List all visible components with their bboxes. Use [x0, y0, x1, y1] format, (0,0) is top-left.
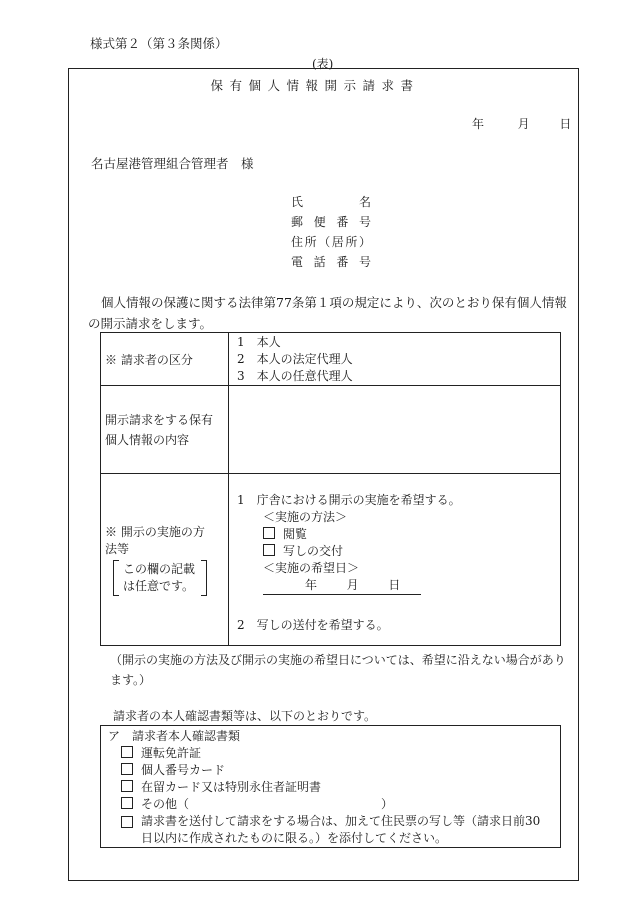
date-heading: ＜実施の希望日＞: [263, 561, 360, 575]
content-input[interactable]: [229, 386, 561, 474]
desired-year: 年: [305, 578, 318, 592]
content-label: 開示請求をする保有個人情報の内容: [101, 386, 229, 474]
checkbox-other[interactable]: [121, 797, 133, 809]
checkbox-view[interactable]: [263, 527, 275, 539]
desired-month: 月: [346, 578, 359, 592]
id-heading: ア 請求者本人確認書類: [108, 729, 241, 743]
request-table: [100, 332, 561, 646]
desired-day: 日: [388, 578, 401, 592]
applicant-postal-label: 郵便番号: [291, 215, 371, 229]
method-options: [229, 474, 561, 646]
form-title: 保有個人情報開示請求書: [210, 78, 420, 93]
date-line: [472, 115, 571, 132]
method-option-1[interactable]: 1 庁舎における開示の実施を希望する。: [237, 493, 461, 507]
category-option[interactable]: 2 本人の法定代理人: [237, 352, 353, 366]
checkbox-mynumber[interactable]: [121, 763, 133, 775]
intro-paragraph: 個人情報の保護に関する法律第77条第１項の規定により、次のとおり保有個人情報の開示請求をします。: [88, 295, 567, 331]
applicant-address-label: 住所（居所）: [291, 235, 371, 249]
side-label: (表): [312, 57, 334, 71]
date-month: 月: [517, 117, 530, 131]
doc-label: その他（ ）: [141, 797, 394, 811]
category-option[interactable]: 1 本人: [237, 335, 281, 349]
desired-date-field[interactable]: [263, 577, 421, 595]
disclosure-note: （開示の実施の方法及び開示の実施の希望日については、希望に沿えない場合があります。）: [110, 653, 566, 687]
mail-note: 請求書を送付して請求をする場合は、加えて住民票の写し等（請求日前30日以内に作成されたものに限る。）を添付してください。: [141, 814, 541, 845]
method-label-cell: [101, 474, 229, 646]
applicant-name-label: 氏名: [291, 195, 371, 209]
doc-label: 個人番号カード: [141, 763, 226, 777]
view-label: 閲覧: [283, 527, 308, 541]
doc-label: 運転免許証: [141, 746, 202, 760]
form-reference: 様式第２（第３条関係）: [90, 36, 228, 51]
method-label: ※ 開示の実施の方法等: [105, 524, 205, 556]
requester-category-options: [229, 333, 561, 386]
method-heading: ＜実施の方法＞: [263, 510, 348, 524]
category-option[interactable]: 3 本人の任意代理人: [237, 369, 353, 383]
id-intro: 請求者の本人確認書類等は、以下のとおりです。: [113, 709, 377, 723]
checkbox-copy[interactable]: [263, 544, 275, 556]
optional-note: この欄の記載は任意です。: [113, 560, 207, 596]
addressee: 名古屋港管理組合管理者 様: [91, 156, 254, 171]
checkbox-residence[interactable]: [121, 780, 133, 792]
method-option-2[interactable]: 2 写しの送付を希望する。: [237, 618, 389, 632]
date-day: 日: [559, 117, 572, 131]
doc-label: 在留カード又は特別永住者証明書: [141, 780, 322, 794]
requester-category-label: ※ 請求者の区分: [101, 333, 229, 386]
date-year: 年: [472, 117, 485, 131]
id-documents-box: [100, 725, 561, 848]
copy-label: 写しの交付: [283, 544, 344, 558]
applicant-phone-label: 電話番号: [291, 255, 371, 269]
checkbox-mail[interactable]: [121, 816, 133, 828]
checkbox-license[interactable]: [121, 746, 133, 758]
